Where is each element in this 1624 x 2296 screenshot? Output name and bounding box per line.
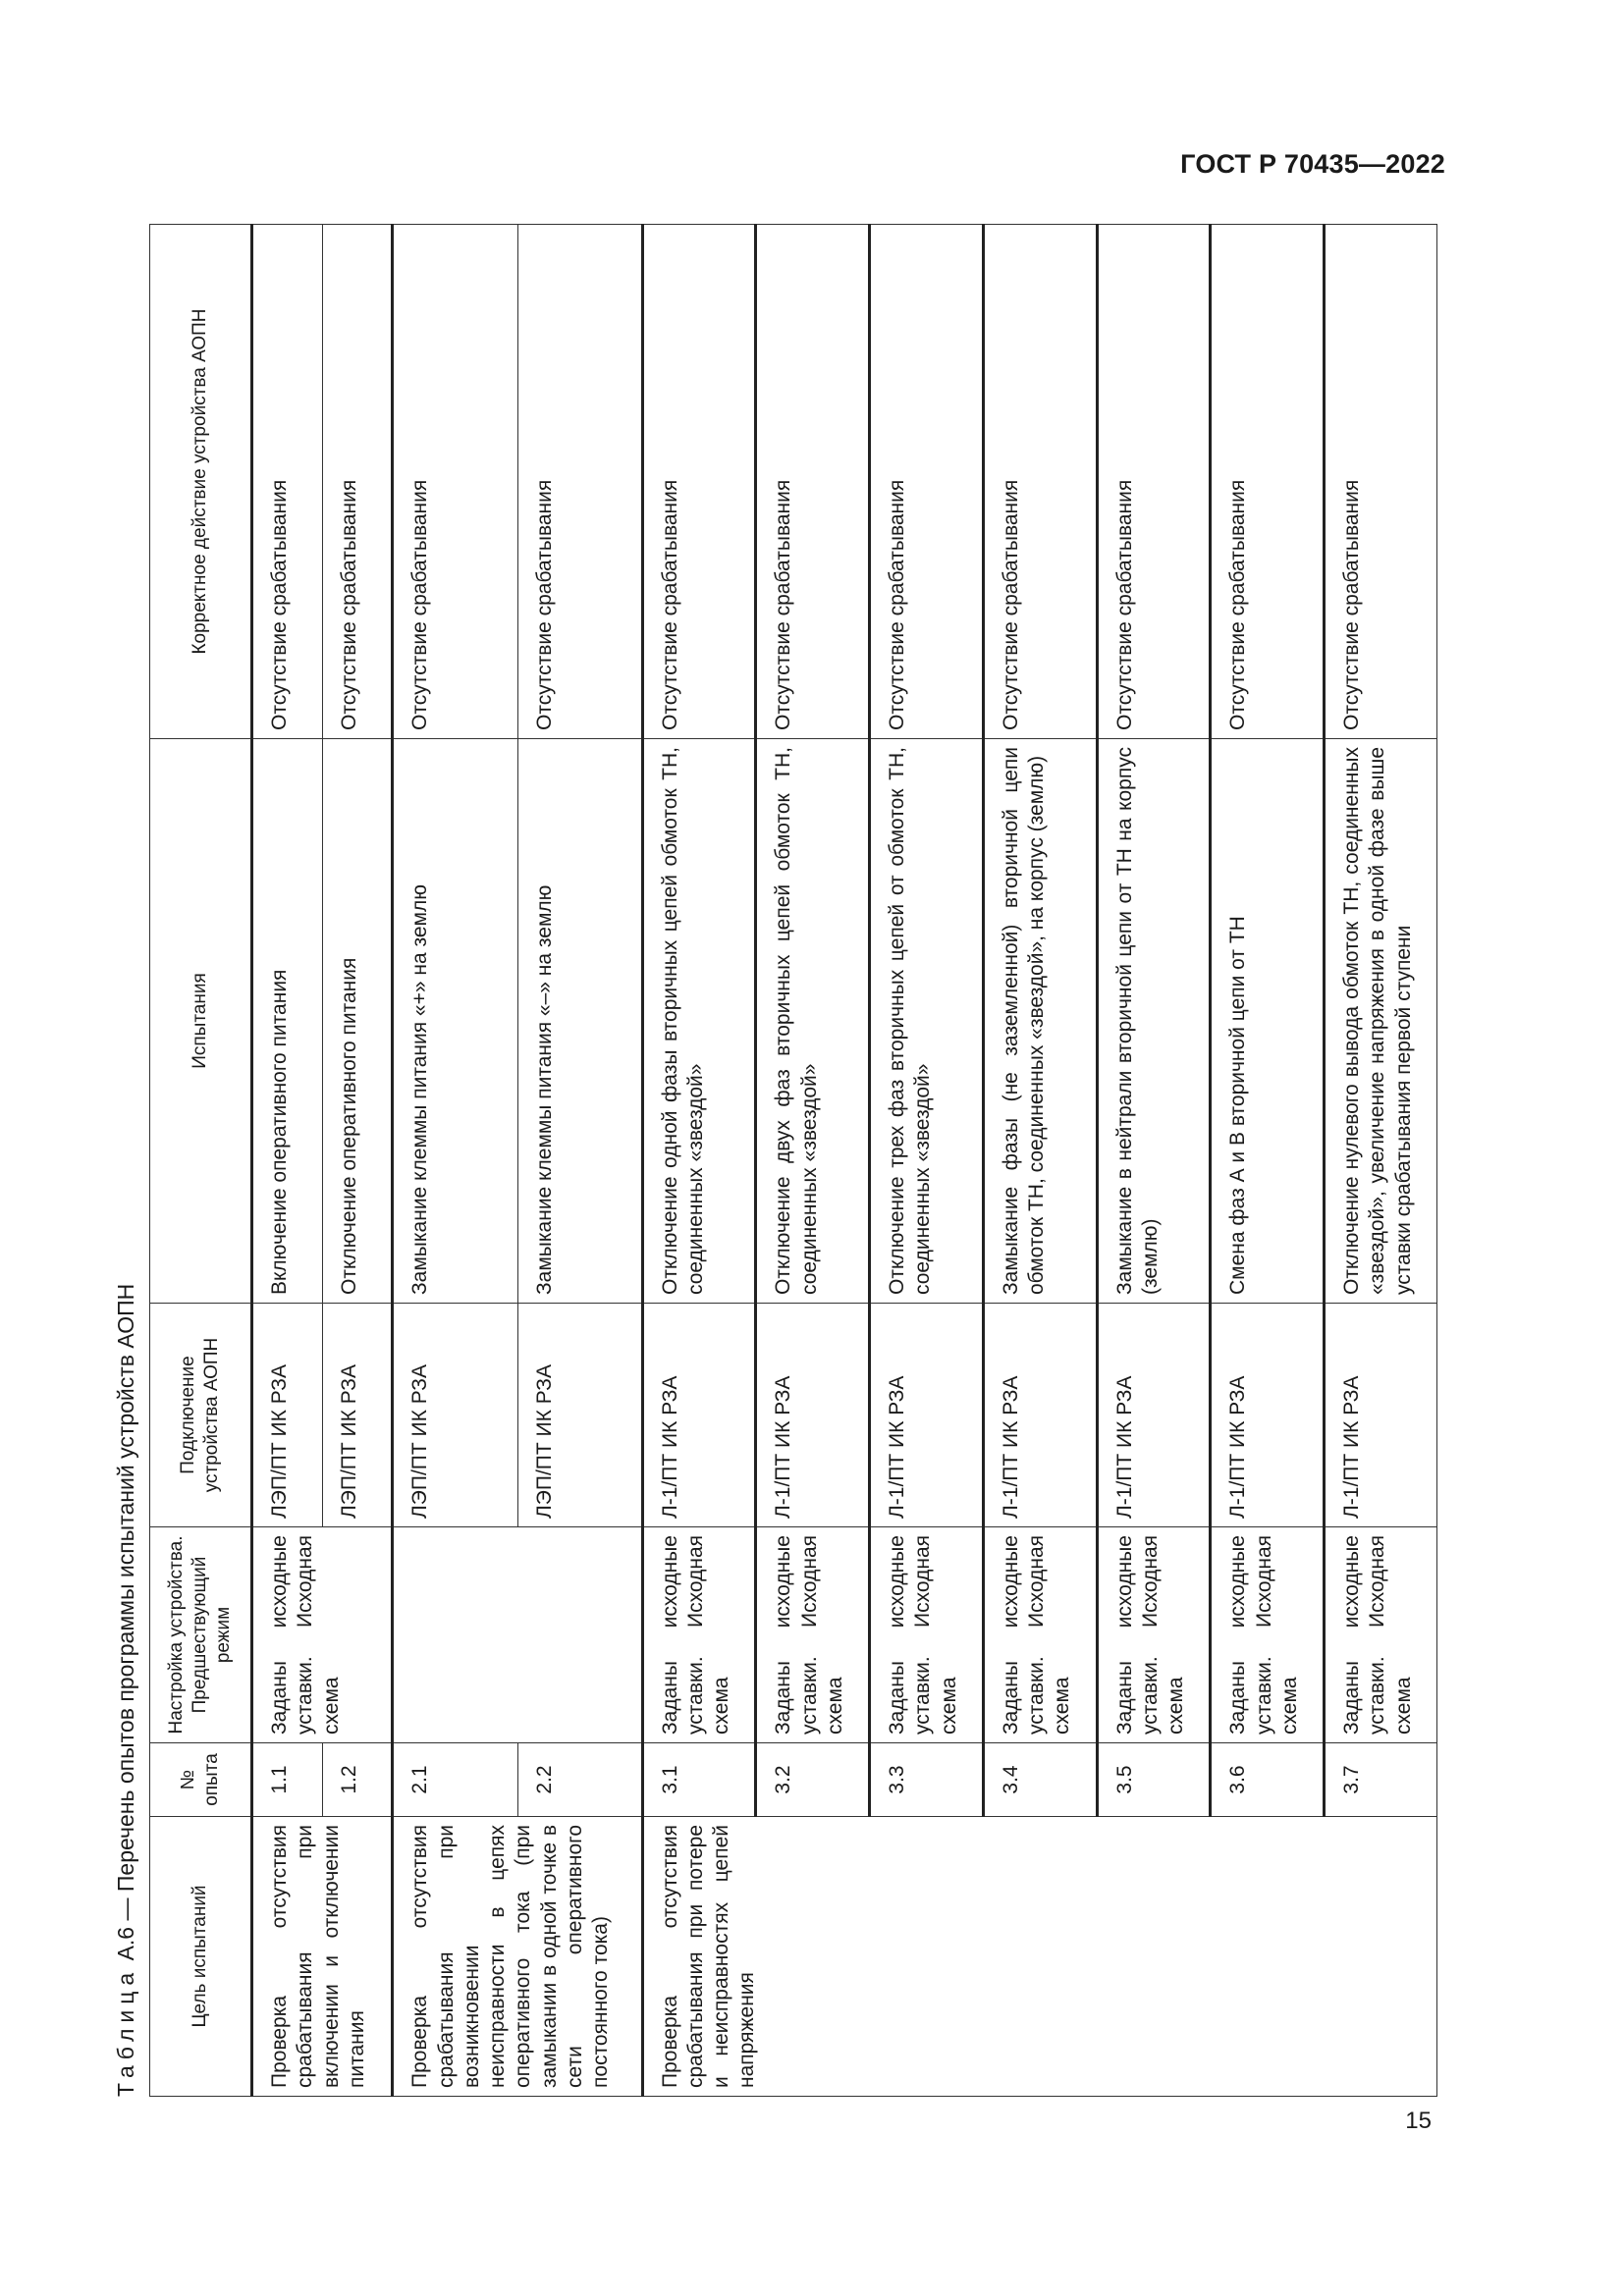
action-cell: Отсутствие срабатывания: [983, 225, 1097, 739]
table-row: [393, 225, 517, 2097]
table-row: [756, 225, 870, 2097]
test-cell: Замыкание клеммы питания «–» на землю: [517, 739, 642, 1304]
connection-cell: Л-1/ПТ ИК РЗА: [1325, 1304, 1437, 1527]
num-cell: 3.5: [1097, 1743, 1211, 1817]
connection-cell: ЛЭП/ПТ ИК РЗА: [517, 1304, 642, 1527]
action-cell: Отсутствие срабатывания: [393, 225, 517, 739]
test-cell: Смена фаз А и В вторичной цепи от ТН: [1211, 739, 1325, 1304]
setup-cell: [393, 1527, 642, 1743]
connection-cell: ЛЭП/ПТ ИК РЗА: [252, 1304, 323, 1527]
connection-cell: Л-1/ПТ ИК РЗА: [756, 1304, 870, 1527]
header-connection: Подключение устройства АОПН: [150, 1304, 252, 1527]
table-row: [1325, 225, 1437, 2097]
test-cell: Включение оперативного питания: [252, 739, 323, 1304]
setup-cell: Заданы исходные уставки. Исходная схема: [642, 1527, 756, 1743]
test-cell: Замыкание в нейтрали вторичной цепи от ТН на корпус (землю): [1097, 739, 1211, 1304]
num-cell: 3.1: [642, 1743, 756, 1817]
num-cell: 1.2: [322, 1743, 393, 1817]
num-cell: 3.2: [756, 1743, 870, 1817]
action-cell: Отсутствие срабатывания: [252, 225, 323, 739]
action-cell: Отсутствие срабатывания: [322, 225, 393, 739]
header-goal: Цель испытаний: [150, 1817, 252, 2097]
connection-cell: Л-1/ПТ ИК РЗА: [1211, 1304, 1325, 1527]
rotated-table-area: [106, 212, 1441, 2097]
caption-title: А.6 — Перечень опытов программы испытаний устройств АОПН: [113, 1283, 138, 1967]
test-cell: Отключение трех фаз вторичных цепей от обмоток ТН, соединенных «звездой»: [870, 739, 984, 1304]
table-row: [1211, 225, 1325, 2097]
test-cell: Отключение двух фаз вторичных цепей обмоток ТН, соединенных «звездой»: [756, 739, 870, 1304]
table-row: [642, 225, 756, 2097]
header-setup: Настройка устройства. Предшествующий режим: [150, 1527, 252, 1743]
num-cell: 3.3: [870, 1743, 984, 1817]
table-header-row: [150, 225, 252, 2097]
setup-cell: Заданы исходные уставки. Исходная схема: [870, 1527, 984, 1743]
setup-cell: Заданы исходные уставки. Исходная схема: [983, 1527, 1097, 1743]
action-cell: Отсутствие срабатывания: [1211, 225, 1325, 739]
num-cell: 3.7: [1325, 1743, 1437, 1817]
caption-label: Таблица: [113, 1966, 138, 2097]
setup-cell: Заданы исходные уставки. Исходная схема: [1211, 1527, 1325, 1743]
action-cell: Отсутствие срабатывания: [517, 225, 642, 739]
table-row: [870, 225, 984, 2097]
goal-cell: Проверка отсутствия срабатывания при включении и отключении питания: [252, 1817, 393, 2097]
connection-cell: Л-1/ПТ ИК РЗА: [1097, 1304, 1211, 1527]
action-cell: Отсутствие срабатывания: [1097, 225, 1211, 739]
table-caption: [106, 1284, 145, 2097]
table-row: [1097, 225, 1211, 2097]
setup-cell: Заданы исходные уставки. Исходная схема: [1097, 1527, 1211, 1743]
header-num: № опыта: [150, 1743, 252, 1817]
action-cell: Отсутствие срабатывания: [642, 225, 756, 739]
test-cell: Замыкание фазы (не заземленной) вторичной цепи обмоток ТН, соединенных «звездой», на корпус (землю): [983, 739, 1097, 1304]
setup-cell: Заданы исходные уставки. Исходная схема: [756, 1527, 870, 1743]
connection-cell: ЛЭП/ПТ ИК РЗА: [322, 1304, 393, 1527]
header-tests: Испытания: [150, 739, 252, 1304]
goal-cell: Проверка отсутствия срабатывания при потере и неисправностях цепей напряжения: [642, 1817, 1436, 2097]
table-row: [983, 225, 1097, 2097]
test-cell: Отключение оперативного питания: [322, 739, 393, 1304]
num-cell: 3.6: [1211, 1743, 1325, 1817]
setup-cell: Заданы исходные уставки. Исходная схема: [1325, 1527, 1437, 1743]
num-cell: 3.4: [983, 1743, 1097, 1817]
action-cell: Отсутствие срабатывания: [1325, 225, 1437, 739]
test-cell: Замыкание клеммы питания «+» на землю: [393, 739, 517, 1304]
header-action: Корректное действие устройства АОПН: [150, 225, 252, 739]
setup-cell: Заданы исходные уставки. Исходная схема: [252, 1527, 393, 1743]
table-row: [252, 225, 323, 2097]
page-number: 15: [1405, 2108, 1432, 2134]
action-cell: Отсутствие срабатывания: [870, 225, 984, 739]
table-row: [517, 225, 642, 2097]
test-cell: Отключение одной фазы вторичных цепей обмоток ТН, соединенных «звездой»: [642, 739, 756, 1304]
test-program-table: [149, 224, 1437, 2097]
connection-cell: ЛЭП/ПТ ИК РЗА: [393, 1304, 517, 1527]
num-cell: 1.1: [252, 1743, 323, 1817]
num-cell: 2.1: [393, 1743, 517, 1817]
num-cell: 2.2: [517, 1743, 642, 1817]
connection-cell: Л-1/ПТ ИК РЗА: [870, 1304, 984, 1527]
goal-cell: Проверка отсутствия срабатывания при возникновении неисправности в цепях оперативного тока (при замыкании в одной точке в сети оперативного постоянного тока): [393, 1817, 642, 2097]
action-cell: Отсутствие срабатывания: [756, 225, 870, 739]
test-cell: Отключение нулевого вывода обмоток ТН, соединенных «звездой», увеличение напряжения в одной фазе выше уставки срабатывания первой ступени: [1325, 739, 1437, 1304]
document-header: ГОСТ Р 70435—2022: [1180, 149, 1445, 179]
table-row: [322, 225, 393, 2097]
connection-cell: Л-1/ПТ ИК РЗА: [642, 1304, 756, 1527]
connection-cell: Л-1/ПТ ИК РЗА: [983, 1304, 1097, 1527]
